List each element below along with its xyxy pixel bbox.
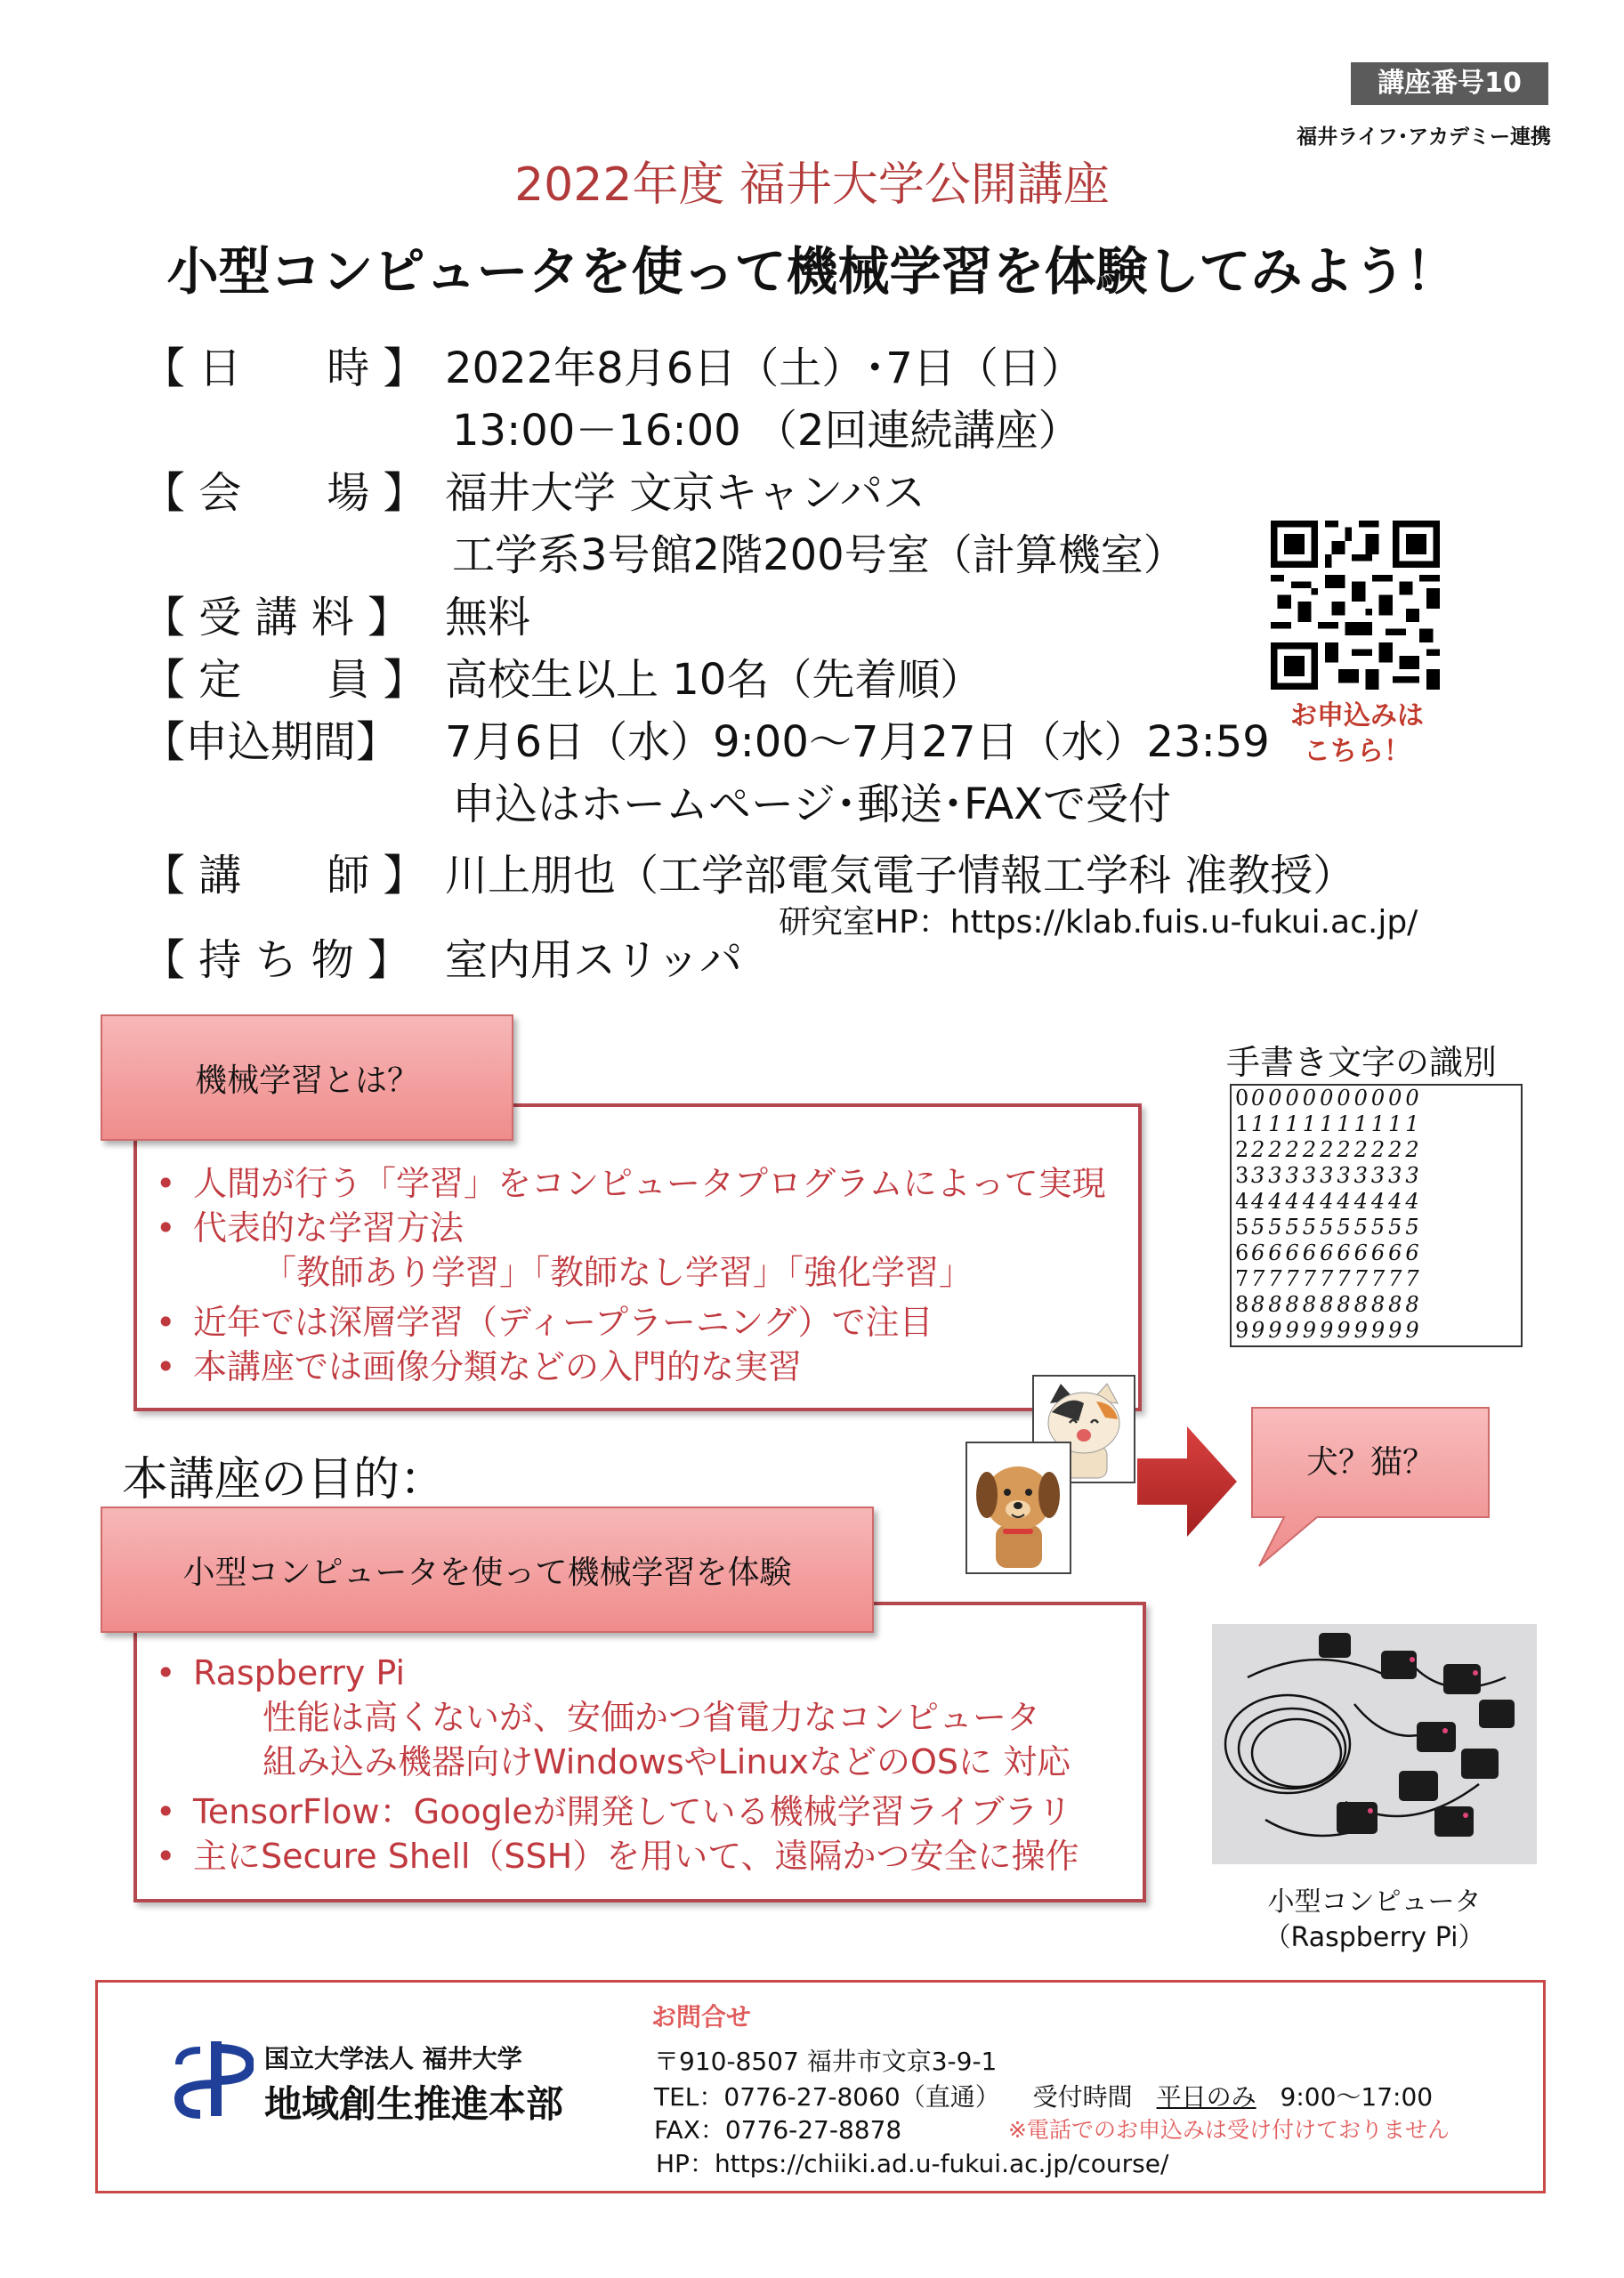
inquiry-label: お問合せ bbox=[651, 2002, 752, 2032]
speech-bubble-text: 犬？猫？ bbox=[1305, 1444, 1434, 1481]
digit-row bbox=[1232, 1215, 1521, 1240]
handwritten-digits: 6666666666 bbox=[1251, 1240, 1423, 1265]
handwritten-digits: 1111111111 bbox=[1251, 1111, 1423, 1136]
event-year-heading: 2022年度 福井大学公開講座 bbox=[514, 158, 1110, 212]
detail-row-venue: 【 会 場 】 福井大学 文京キャンパス bbox=[142, 468, 925, 518]
digit-row bbox=[1232, 1266, 1521, 1292]
digit-label: 8 bbox=[1235, 1292, 1249, 1317]
digit-label: 1 bbox=[1235, 1111, 1249, 1136]
list-item: • 近年では深層学習（ディープラーニング）で注目 bbox=[156, 1303, 933, 1342]
photo-caption-line1: 小型コンピュータ bbox=[1267, 1886, 1482, 1918]
handwritten-digits: 0000000000 bbox=[1251, 1086, 1423, 1111]
qr-code[interactable] bbox=[1271, 521, 1440, 690]
detail-row-date: 【 日 時 】 2022年8月6日（土）･7日（日） bbox=[142, 343, 1084, 393]
hours-time: 9:00～17:00 bbox=[1280, 2082, 1434, 2112]
handwritten-digits: 3333333333 bbox=[1251, 1163, 1423, 1188]
course-number-badge: 講座番号10 bbox=[1351, 62, 1548, 105]
digit-row bbox=[1232, 1240, 1521, 1266]
digit-label: 0 bbox=[1235, 1086, 1249, 1111]
purpose-heading: 本講座の目的： bbox=[122, 1453, 447, 1507]
address: 〒910-8507 福井市文京3-9-1 bbox=[654, 2047, 998, 2076]
digit-label: 7 bbox=[1235, 1266, 1249, 1291]
digit-label: 6 bbox=[1235, 1240, 1249, 1265]
handwritten-digits: 7777777777 bbox=[1251, 1266, 1423, 1291]
digit-row bbox=[1232, 1318, 1521, 1344]
lab-homepage-link[interactable]: 研究室HP：https://klab.fuis.u-fukui.ac.jp/ bbox=[779, 904, 1418, 941]
handwritten-digits: 2222222222 bbox=[1251, 1137, 1423, 1162]
dog-illustration bbox=[966, 1442, 1071, 1574]
digit-row bbox=[1232, 1292, 1521, 1318]
handwriting-title: 手書き文字の識別 bbox=[1226, 1043, 1498, 1082]
phone-number[interactable]: TEL：0776-27-8060（直通） bbox=[654, 2082, 1000, 2112]
org-name-line2: 地域創生推進本部 bbox=[264, 2082, 564, 2126]
detail-row-room: 工学系3号館2階200号室（計算機室） bbox=[452, 530, 1186, 580]
ml-bullet-list bbox=[156, 1161, 1106, 1389]
digit-row bbox=[1232, 1137, 1521, 1163]
list-item: • 人間が行う「学習」をコンピュータプログラムによって実現 bbox=[156, 1164, 1106, 1203]
handwritten-digits: 4444444444 bbox=[1251, 1189, 1423, 1214]
fax-number: FAX：0776-27-8878 bbox=[654, 2115, 902, 2145]
phone-note: ※電話でのお申込みは受け付けておりません bbox=[1008, 2117, 1450, 2143]
digit-row bbox=[1232, 1086, 1521, 1111]
photo-caption-line2: （Raspberry Pi） bbox=[1264, 1922, 1485, 1953]
hours-days: 平日のみ bbox=[1156, 2082, 1256, 2112]
detail-row-lecturer: 【 講 師 】 川上朋也（工学部電気電子情報工学科 准教授） bbox=[142, 851, 1356, 901]
list-item: 性能は高くないが、安価かつ省電力なコンピュータ bbox=[263, 1698, 1041, 1737]
list-item: 組み込み機器向けWindowsやLinuxなどのOSに 対応 bbox=[263, 1742, 1071, 1781]
handwritten-digits-image bbox=[1230, 1084, 1523, 1347]
list-item: • 代表的な学習方法 bbox=[156, 1208, 465, 1248]
detail-row-application-method: 申込はホームページ･郵送･FAXで受付 bbox=[452, 780, 1171, 829]
list-item: • TensorFlow：Googleが開発している機械学習ライブラリ bbox=[156, 1792, 1072, 1831]
detail-row-belongings: 【 持 ち 物 】 室内用スリッパ bbox=[142, 935, 743, 985]
detail-row-fee: 【 受 講 料 】 無料 bbox=[142, 593, 531, 642]
digit-row bbox=[1232, 1111, 1521, 1137]
detail-row-application-period: 【申込期間】 7月6日（水）9:00～7月27日（水）23:59 bbox=[142, 717, 1270, 767]
handwritten-digits: 8888888888 bbox=[1251, 1292, 1423, 1317]
phone-line bbox=[654, 2078, 1433, 2113]
digit-label: 9 bbox=[1235, 1318, 1249, 1343]
digit-row bbox=[1232, 1189, 1521, 1215]
purpose-bullet-list bbox=[156, 1651, 1079, 1878]
list-item: 「教師あり学習」「教師なし学習」「強化学習」 bbox=[263, 1253, 974, 1292]
org-name-line1: 国立大学法人 福井大学 bbox=[264, 2044, 522, 2073]
digit-label: 5 bbox=[1235, 1215, 1249, 1240]
ml-tag: 機械学習とは？ bbox=[101, 1014, 513, 1141]
list-item: • 本講座では画像分類などの入門的な実習 bbox=[156, 1347, 803, 1386]
arrow-right-icon bbox=[1137, 1426, 1237, 1540]
detail-row-time: 13:00－16:00 （2回連続講座） bbox=[452, 406, 1081, 456]
university-logo-icon bbox=[174, 2038, 254, 2123]
detail-row-capacity: 【 定 員 】 高校生以上 10名（先着順） bbox=[142, 655, 983, 705]
handwritten-digits: 5555555555 bbox=[1251, 1215, 1423, 1240]
collaboration-note: 福井ライフ･アカデミー連携 bbox=[1297, 125, 1551, 149]
digit-label: 4 bbox=[1235, 1189, 1249, 1214]
page-title: 小型コンピュータを使って機械学習を体験してみよう！ bbox=[166, 241, 1458, 302]
qr-caption: お申込みは こちら！ bbox=[1290, 700, 1424, 767]
speech-bubble bbox=[1250, 1406, 1491, 1575]
raspberry-pi-photo bbox=[1212, 1624, 1537, 1864]
digit-row bbox=[1232, 1163, 1521, 1189]
list-item: • Raspberry Pi bbox=[156, 1653, 406, 1692]
purpose-tag: 小型コンピュータを使って機械学習を体験 bbox=[101, 1507, 874, 1633]
hours-label: 受付時間 bbox=[1032, 2082, 1133, 2112]
handwritten-digits: 9999999999 bbox=[1251, 1318, 1423, 1343]
digit-label: 3 bbox=[1235, 1163, 1249, 1188]
list-item: • 主にSecure Shell（SSH）を用いて、遠隔かつ安全に操作 bbox=[156, 1837, 1079, 1876]
digit-label: 2 bbox=[1235, 1137, 1249, 1162]
footer-homepage-link[interactable]: HP：https://chiiki.ad.u-fukui.ac.jp/course/ bbox=[656, 2149, 1169, 2178]
